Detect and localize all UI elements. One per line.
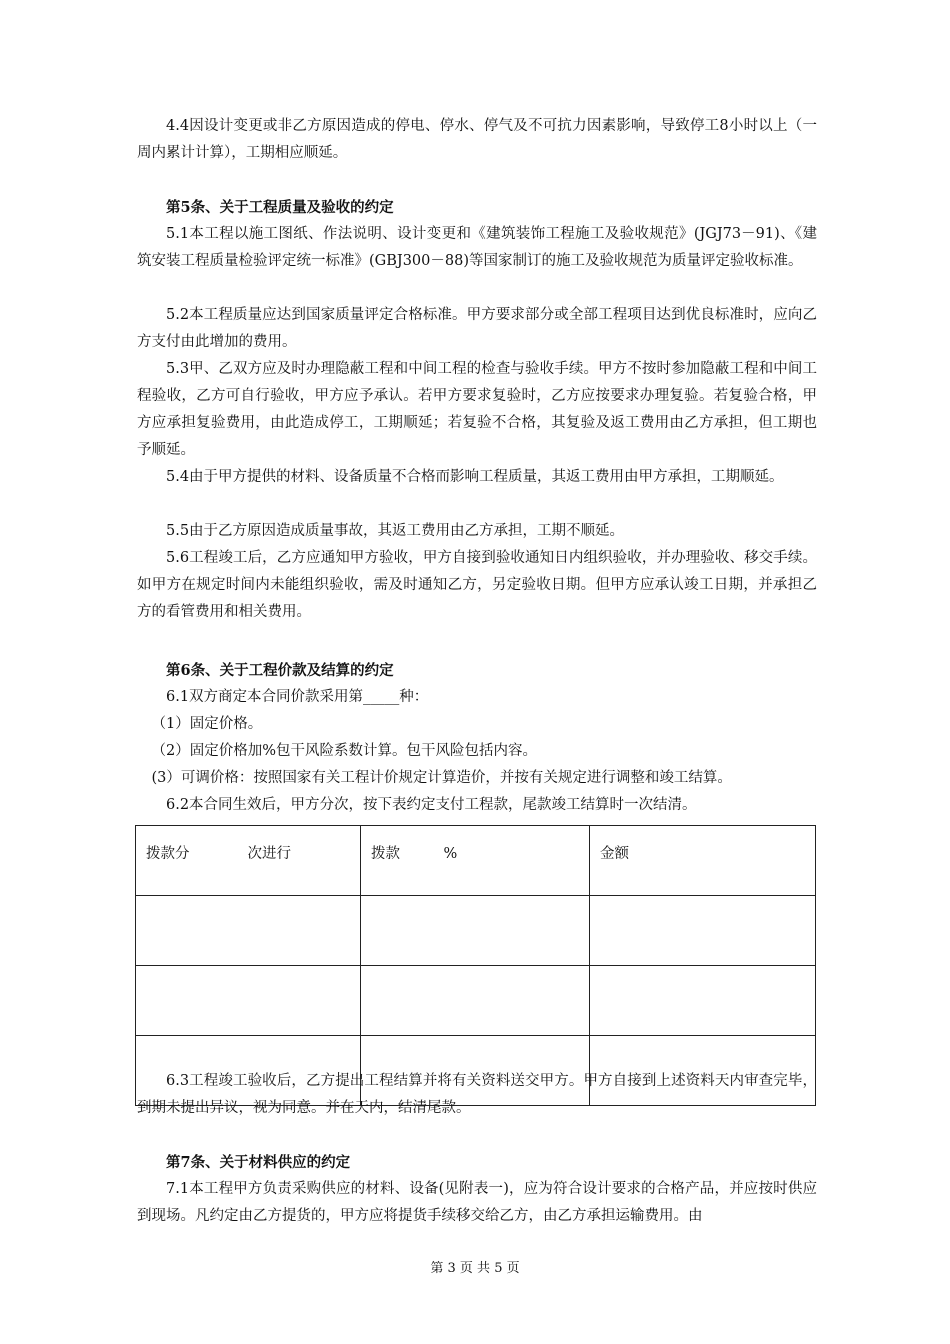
table-cell xyxy=(361,966,590,1036)
paragraph-6-3: 6.3工程竣工验收后，乙方提出工程结算并将有关资料送交甲方。甲方自接到上述资料天内审查完毕，到期未提出异议，视为同意。并在天内，结清尾款。 xyxy=(137,1073,817,1116)
table-header-row xyxy=(136,826,816,896)
paragraph-5-4: 5.4由于甲方提供的材料、设备质量不合格而影响工程质量，其返工费用由甲方承担，工期顺延。 xyxy=(166,469,784,485)
table-cell xyxy=(590,896,816,966)
section-5-heading: 第5条、关于工程质量及验收的约定 xyxy=(166,199,394,216)
paragraph-4-4: 4.4因设计变更或非乙方原因造成的停电、停水、停气及不可抗力因素影响，导致停工8小时以上（一周内累计计算），工期相应顺延。 xyxy=(137,118,817,161)
table-row xyxy=(136,896,816,966)
paragraph-6-1: 6.1双方商定本合同价款采用第_____种： xyxy=(166,689,429,705)
paragraph-5-6: 5.6工程竣工后，乙方应通知甲方验收，甲方自接到验收通知日内组织验收，并办理验收、移交手续。如甲方在规定时间内未能组织验收，需及时通知乙方，另定验收日期。但甲方应承认竣工日期，并承担乙方的看管费用和相关费用。 xyxy=(137,550,817,620)
paragraph-6-2: 6.2本合同生效后，甲方分次，按下表约定支付工程款，尾款竣工结算时一次结清。 xyxy=(166,797,697,813)
payment-schedule-table xyxy=(135,825,816,1106)
section-7-heading: 第7条、关于材料供应的约定 xyxy=(166,1154,351,1171)
table-cell xyxy=(136,966,361,1036)
table-row xyxy=(136,966,816,1036)
table-header-cell: 拨款分 次进行 xyxy=(136,826,361,896)
paragraph-7-1: 7.1本工程甲方负责采购供应的材料、设备(见附表一)，应为符合设计要求的合格产品，并应按时供应到现场。凡约定由乙方提货的，甲方应将提货手续移交给乙方，由乙方承担运输费用。由 xyxy=(137,1181,817,1224)
table-header-cell: 金额 xyxy=(590,826,816,896)
paragraph-5-2: 5.2本工程质量应达到国家质量评定合格标准。甲方要求部分或全部工程项目达到优良标准时，应向乙方支付由此增加的费用。 xyxy=(137,307,817,350)
paragraph-5-5: 5.5由于乙方原因造成质量事故，其返工费用由乙方承担，工期不顺延。 xyxy=(166,523,625,539)
paragraph-6-1-option-2: （2）固定价格加%包干风险系数计算。包干风险包括内容。 xyxy=(151,743,538,759)
table-cell xyxy=(590,966,816,1036)
paragraph-6-1-option-1: （1）固定价格。 xyxy=(151,716,263,732)
table-cell xyxy=(361,896,590,966)
paragraph-6-1-option-3: (3）可调价格：按照国家有关工程计价规定计算造价，并按有关规定进行调整和竣工结算。 xyxy=(151,770,732,786)
page-number-footer: 第 3 页 共 5 页 xyxy=(430,1261,520,1276)
paragraph-5-3: 5.3甲、乙双方应及时办理隐蔽工程和中间工程的检查与验收手续。甲方不按时参加隐蔽工程和中间工程验收，乙方可自行验收，甲方应予承认。若甲方要求复验时，乙方应按要求办理复验。若复验合格，甲方应承担复验费用，由此造成停工，工期顺延；若复验不合格，其复验及返工费用由乙方承担，但工期也予顺延。 xyxy=(137,361,817,458)
paragraph-5-1: 5.1本工程以施工图纸、作法说明、设计变更和《建筑装饰工程施工及验收规范》(JGJ73－91)、《建筑安装工程质量检验评定统一标准》(GBJ300－88)等国家制订的施工及验收规范为质量评定验收标准。 xyxy=(137,226,817,269)
table-header-cell: 拨款 % xyxy=(361,826,590,896)
section-6-heading: 第6条、关于工程价款及结算的约定 xyxy=(166,662,394,679)
table-cell xyxy=(136,896,361,966)
